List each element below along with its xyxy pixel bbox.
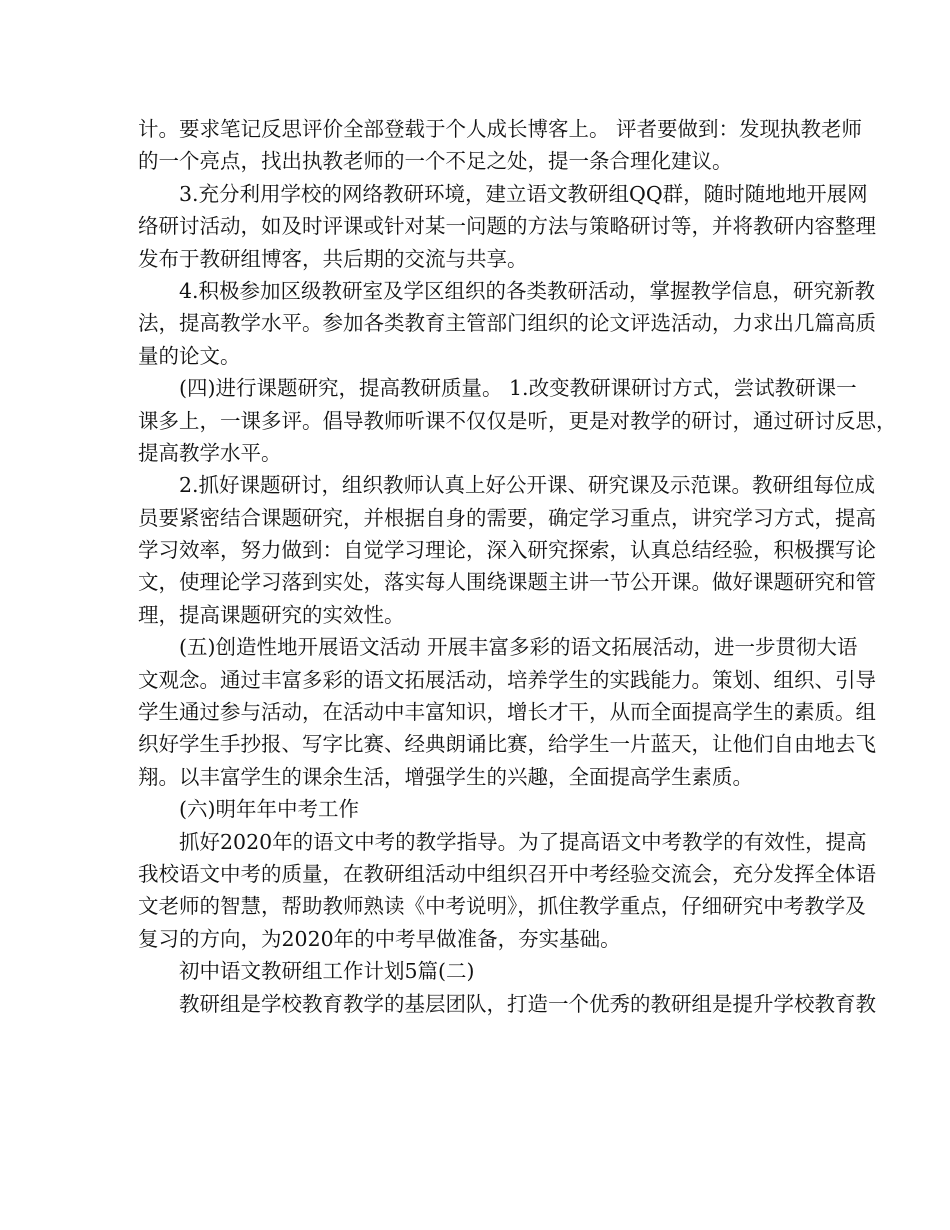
text-line: 学生通过参与活动，在活动中丰富知识，增长才干，从而全面提高学生的素质。组 [138, 700, 876, 725]
text-line: 复习的方向，为2020年的中考早做准备，夯实基础。 [138, 926, 621, 951]
text-line: 4.积极参加区级教研室及学区组织的各类教研活动，掌握教学信息，研究新教 [179, 278, 876, 303]
text-line: (四)进行课题研究，提高教研质量。 1.改变教研课研讨方式，尝试教研课一 [179, 376, 857, 401]
text-line: 文老师的智慧，帮助教师熟读《中考说明》，抓住教学重点，仔细研究中考教学及 [138, 894, 866, 919]
text-line: 2.抓好课题研讨，组织教师认真上好公开课、研究课及示范课。教研组每位成 [179, 473, 876, 498]
text-line: 织好学生手抄报、写字比赛、经典朗诵比赛，给学生一片蓝天，让他们自由地去飞 [138, 732, 876, 757]
document-body [138, 113, 897, 1020]
text-line: 文，使理论学习落到实处，落实每人围绕课题主讲一节公开课。做好课题研究和管 [138, 570, 876, 595]
text-line: 翔。以丰富学生的课余生活，增强学生的兴趣，全面提高学生素质。 [138, 764, 753, 789]
text-line: 提高教学水平。 [138, 440, 282, 465]
text-line: 法，提高教学水平。参加各类教育主管部门组织的论文评选活动，力求出几篇高质 [138, 311, 876, 336]
text-line: 计。要求笔记反思评价全部登载于个人成长博客上。 评者要做到：发现执教老师 [138, 117, 863, 141]
text-line: 3.充分利用学校的网络教研环境，建立语文教研组QQ群，随时随地地开展网 [179, 181, 868, 206]
text-line: 员要紧密结合课题研究，并根据自身的需要，确定学习重点，讲究学习方式，提高 [138, 505, 876, 530]
text-line: 我校语文中考的质量，在教研组活动中组织召开中考经验交流会，充分发挥全体语 [138, 861, 876, 886]
text-line: 的一个亮点，找出执教老师的一个不足之处，提一条合理化建议。 [138, 149, 733, 174]
text-line: (五)创造性地开展语文活动 开展丰富多彩的语文拓展活动，进一步贯彻大语 [179, 635, 858, 660]
text-line: 发布于教研组博客，共后期的交流与共享。 [138, 246, 528, 271]
text-line: 络研讨活动，如及时评课或针对某一问题的方法与策略研讨等，并将教研内容整理 [138, 214, 876, 239]
text-line: 量的论文。 [138, 343, 241, 368]
text-line: 理，提高课题研究的实效性。 [138, 602, 405, 627]
text-line: (六)明年年中考工作 [179, 797, 359, 822]
text-line: 初中语文教研组工作计划5篇(二) [179, 959, 475, 984]
text-line: 教研组是学校教育教学的基层团队，打造一个优秀的教研组是提升学校教育教 [179, 991, 876, 1016]
text-line: 文观念。通过丰富多彩的语文拓展活动，培养学生的实践能力。策划、组织、引导 [138, 667, 876, 692]
text-line: 抓好2020年的语文中考的教学指导。为了提高语文中考教学的有效性，提高 [179, 829, 867, 854]
text-line: 学习效率，努力做到：自觉学习理论，深入研究探索，认真总结经验，积极撰写论 [138, 538, 876, 563]
text-line: 课多上，一课多评。倡导教师听课不仅仅是听，更是对教学的研讨，通过研讨反思， [138, 408, 897, 433]
